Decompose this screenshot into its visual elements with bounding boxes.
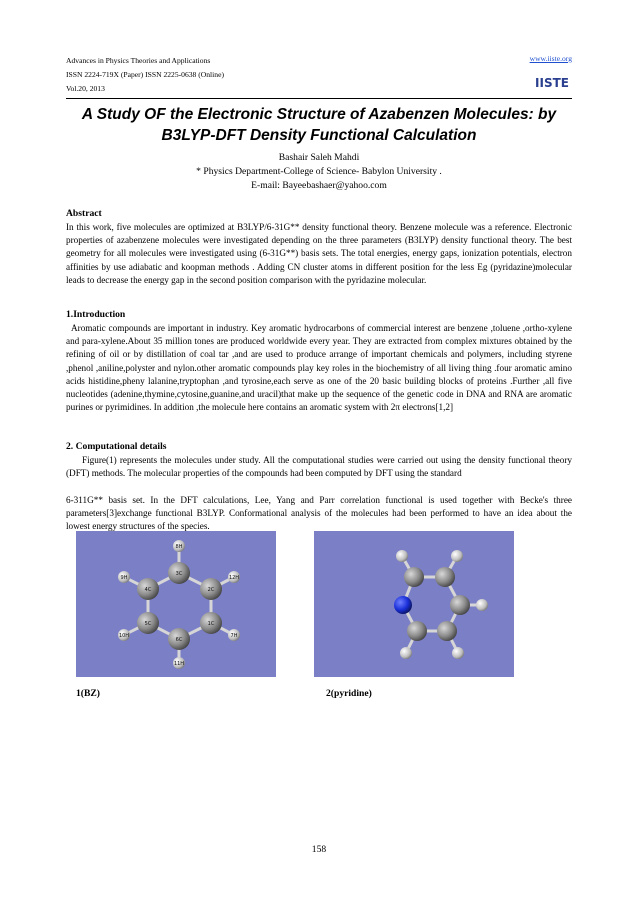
atom-label: 10H — [118, 633, 130, 639]
paper-title — [64, 104, 574, 146]
figure-2-label: 2(pyridine) — [326, 688, 372, 699]
title-line-1: A Study OF the Electronic Structure of Azabenzen Molecules: by — [81, 106, 557, 123]
benzene-molecule-diagram — [76, 531, 276, 677]
author-affiliation: * Physics Department-College of Science- Babylon University . — [196, 166, 442, 177]
atom-label: 8H — [175, 544, 183, 550]
computational-heading: 2. Computational details — [66, 441, 167, 452]
atom-label: 7H — [230, 633, 238, 639]
journal-name: Advances in Physics Theories and Applications — [66, 56, 211, 65]
abstract-text: In this work, five molecules are optimized at B3LYP/6-31G** density functional theory. Benzene molecule was a reference. Electronic properties of azabenzene molecules were investigated depending on the three parameters (B3LYP) density functional theory. The best geometry for all molecules were investigated using (6-31G**) basis sets. The total energies, energy gaps, ionization potentials, electron affinities by use adiabatic and koopman methods . Adding CN cluster atoms in different position for the less Eg (pyridazine)molecular leads to decrease the energy gap in the second position comparison with the pyridazine molecular. — [66, 222, 572, 285]
computational-para-1: Figure(1) represents the molecules under study. All the computational studies were carried out using the density functional theory (DFT) methods. The molecular properties of the compounds had been computed by DFT using the standard — [66, 455, 572, 479]
journal-header — [66, 54, 224, 96]
title-line-2: B3LYP-DFT Density Functional Calculation — [161, 127, 477, 144]
atom-label: 6C — [175, 637, 183, 643]
header-divider — [66, 98, 572, 99]
introduction-text: Aromatic compounds are important in industry. Key aromatic hydrocarbons of commercial interest are benzene ,toluene ,ortho-xylene and para-xylene.About 35 million tones are produced worldwide every year. They are extracted from complex mixtures obtained by the refining of oil or by distillation of coal tar ,and are used to produce arrange of important chemicals and polymers, including styrene ,phenol ,aniline,polyster and nylon.other aromatic compounds play key roles in the biochemistry of all living thing .four aromatic amino acids histidine,pheny lalanine,tryptophan ,and tyrosine,each serve as one of the 20 basic building blocks of proteins .Further ,all five nucleotides (adenine,thymine,cytosine,guanine,and uracil)that make up the sequence of the genetic code in DNA and RNA are aromatic purines or pyrimidines. In addition ,the molecule here contains an aromatic system with 2π electrons[1,2] — [66, 323, 572, 413]
atom-label: 2C — [207, 587, 215, 593]
atom-label: 4C — [144, 587, 152, 593]
journal-issn: ISSN 2224-719X (Paper) ISSN 2225-0638 (Online) — [66, 70, 224, 79]
atom-label: 9H — [120, 575, 128, 581]
atom-label: 3C — [175, 571, 183, 577]
figure-pyridine — [314, 531, 514, 677]
atom-label: 11H — [173, 661, 185, 667]
journal-volume: Vol.20, 2013 — [66, 84, 105, 93]
author-name: Bashair Saleh Mahdi — [278, 152, 360, 163]
introduction-heading: 1.Introduction — [66, 309, 126, 320]
pyridine-molecule-diagram — [314, 531, 514, 677]
page-number: 158 — [311, 844, 327, 855]
figure-1-label: 1(BZ) — [76, 688, 100, 699]
svg-text:IISTE: IISTE — [535, 76, 569, 90]
atom-label: 5C — [144, 621, 152, 627]
author-email: E-mail: Bayeebashaer@yahoo.com — [251, 180, 387, 191]
atom-label: 12H — [228, 575, 240, 581]
journal-url-link[interactable]: www.iiste.org — [529, 54, 572, 63]
atom-label: 1C — [207, 621, 215, 627]
figure-benzene — [76, 531, 276, 677]
computational-para-2: 6-311G** basis set. In the DFT calculations, Lee, Yang and Parr correlation functional is used together with Becke's three parameters[3]exchange functional B3LYP. Conformational analysis of the molecules had been performed to have an idea about the lowest energy structures of the species. — [66, 495, 572, 532]
abstract-heading: Abstract — [66, 208, 102, 219]
iiste-logo — [532, 70, 572, 94]
